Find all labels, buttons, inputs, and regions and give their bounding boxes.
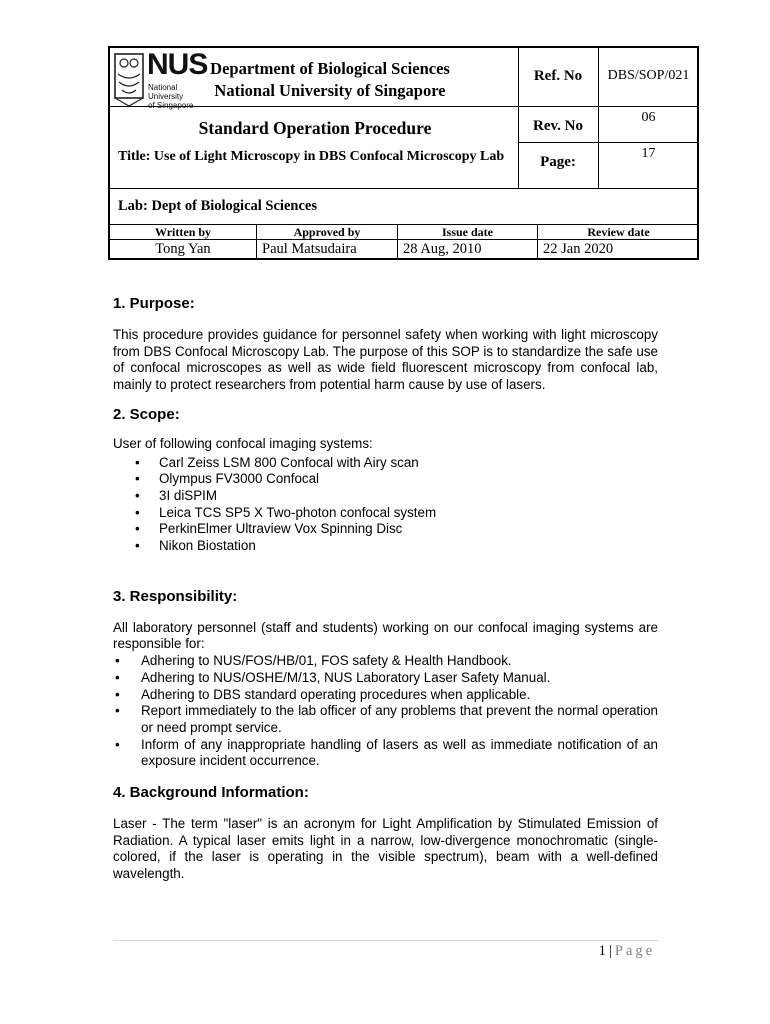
nus-logo	[114, 48, 208, 110]
divider	[110, 188, 699, 189]
responsibility-list	[113, 653, 658, 770]
background-text: Laser - The term "laser" is an acronym for Light Amplification by Stimulated Emission of Radiation. A typical laser emits light in a narrow, low-divergence monochromatic (single-colored, if the laser is operating in the visible spectrum), beam with a well-defined wavelength.	[113, 816, 658, 882]
page-word: Page	[614, 943, 655, 959]
list-item: • Adhering to DBS standard operating procedures when applicable.	[113, 687, 658, 704]
purpose-heading: 1. Purpose:	[113, 295, 195, 312]
written-by-value: Tong Yan	[155, 241, 211, 257]
list-item: • Inform of any inappropriate handling of lasers as well as immediate notification of an exposure incident occurrence.	[113, 737, 658, 770]
document-title: Title: Use of Light Microscopy in DBS Confocal Microscopy Lab	[118, 149, 505, 164]
page-number: 1	[598, 943, 606, 959]
document-body	[113, 295, 658, 883]
responsibility-heading: 3. Responsibility:	[113, 587, 238, 605]
logo-abbr: NUS	[147, 48, 208, 81]
col-issue-date: Issue date	[441, 225, 493, 239]
logo-text: National University of Singapore	[148, 83, 194, 110]
footer-divider	[113, 940, 658, 941]
page-separator: |	[608, 943, 612, 959]
ref-label: Ref. No	[533, 68, 583, 84]
ref-value: DBS/SOP/021	[607, 68, 690, 83]
issue-date-value: 28 Aug, 2010	[403, 241, 482, 257]
divider	[518, 48, 519, 188]
sop-heading: Standard Operation Procedure	[198, 118, 432, 138]
page-value: 17	[641, 146, 656, 161]
scope-list	[113, 455, 658, 555]
rev-label: Rev. No	[533, 118, 583, 134]
divider	[518, 142, 699, 143]
col-review-date: Review date	[587, 225, 650, 239]
background-heading: 4. Background Information:	[113, 784, 309, 802]
list-item: • 3I diSPIM	[113, 488, 658, 505]
approved-by-value: Paul Matsudaira	[262, 241, 357, 257]
col-written-by: Written by	[154, 225, 212, 239]
scope-intro: User of following confocal imaging systems:	[113, 435, 373, 451]
list-item: • Carl Zeiss LSM 800 Confocal with Airy scan	[113, 455, 658, 472]
list-item: • Adhering to NUS/FOS/HB/01, FOS safety & Health Handbook.	[113, 653, 658, 670]
list-item: • PerkinElmer Ultraview Vox Spinning Disc	[113, 521, 658, 538]
lab-name: Lab: Dept of Biological Sciences	[118, 198, 317, 214]
department-name: Department of Biological Sciences National University of Singapore	[210, 59, 450, 100]
col-approved-by: Approved by	[293, 225, 361, 239]
page-footer	[599, 943, 655, 960]
page-label: Page:	[540, 154, 576, 170]
rev-value: 06	[641, 110, 656, 125]
review-date-value: 22 Jan 2020	[543, 241, 614, 257]
scope-heading: 2. Scope:	[113, 405, 180, 423]
list-item: • Leica TCS SP5 X Two-photon confocal system	[113, 505, 658, 522]
list-item: • Olympus FV3000 Confocal	[113, 471, 658, 488]
list-item: • Nikon Biostation	[113, 538, 658, 555]
list-item: • Report immediately to the lab officer of any problems that prevent the normal operation or need prompt service.	[113, 703, 658, 736]
responsibility-intro: All laboratory personnel (staff and students) working on our confocal imaging systems are responsible for:	[113, 619, 658, 652]
divider	[598, 48, 599, 188]
purpose-text: This procedure provides guidance for personnel safety when working with light microscopy from DBS Confocal Microscopy Lab. The purpose of this SOP is to standardize the safe use of confocal microscopes as well as wide field fluorescent microscopy from confocal lab, mainly to protect researchers from potential harm cause by use of lasers.	[113, 327, 658, 393]
list-item: • Adhering to NUS/OSHE/M/13, NUS Laboratory Laser Safety Manual.	[113, 670, 658, 687]
sop-header-table	[108, 46, 699, 260]
